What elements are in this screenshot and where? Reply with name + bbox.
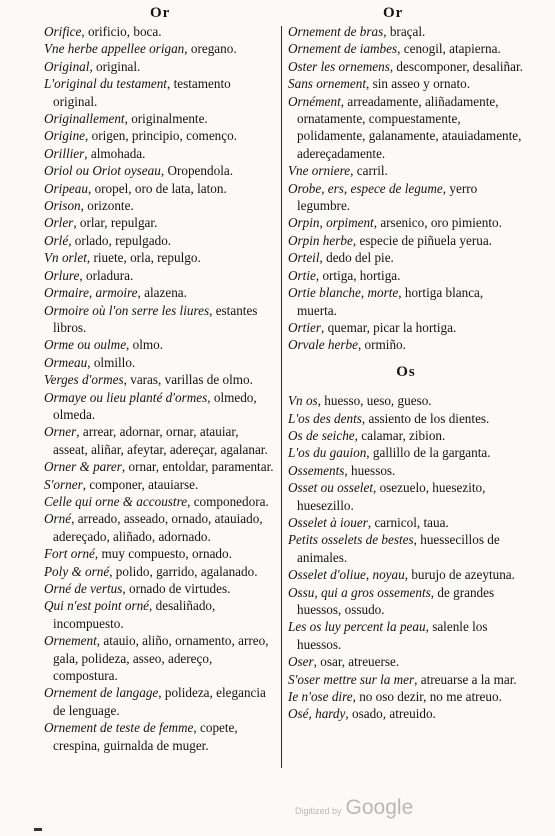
dictionary-entry <box>44 597 276 632</box>
entry-translation: , cenogil, atapierna. <box>397 41 501 57</box>
entry-translation: , desaliñado, incompuesto. <box>53 598 216 631</box>
dictionary-entry <box>288 162 524 179</box>
entry-translation: , arrear, adornar, ornar, atauiar, asseat, aliñar, afeytar, adereçar, agalanar. <box>53 424 268 457</box>
entry-headword: L'os des dents <box>288 410 362 426</box>
entry-headword: Ossements <box>288 462 345 478</box>
entry-headword: Ormoire où l'on serre les liures <box>44 302 210 318</box>
entry-translation: , orladura. <box>79 267 134 283</box>
dictionary-entry <box>288 514 524 531</box>
entry-headword: Original <box>44 58 90 74</box>
dictionary-entry <box>288 75 524 92</box>
entry-translation: , carnicol, taua. <box>367 514 449 530</box>
dictionary-entry <box>44 197 276 214</box>
entry-headword: L'original du testament <box>44 76 167 92</box>
entry-headword: Ormaye ou lieu planté d'ormes <box>44 389 208 405</box>
right-column <box>288 23 524 723</box>
dictionary-entry <box>44 267 276 284</box>
dictionary-entry <box>288 180 524 215</box>
dictionary-entry <box>288 566 524 583</box>
dictionary-entry <box>288 319 524 336</box>
entry-translation: , ormiño. <box>357 337 406 353</box>
dictionary-entry <box>288 688 524 705</box>
entry-headword: Orme ou oulme <box>44 337 127 353</box>
watermark-prefix: Digitized by <box>295 806 342 816</box>
entry-translation: , no oso dezir, no me atreuo. <box>352 689 502 705</box>
dictionary-entry <box>288 267 524 284</box>
entry-translation: , varas, varillas de olmo. <box>123 372 253 388</box>
entry-headword: Oripeau <box>44 180 88 196</box>
entry-translation: , olmedo, olmeda. <box>53 389 257 422</box>
entry-headword: Ornement de iambes <box>288 41 398 57</box>
entry-headword: Osselet à iouer <box>288 514 368 530</box>
entry-headword: Orné de vertus <box>44 581 123 596</box>
entry-translation: , polido, garrido, agalanado. <box>109 563 258 579</box>
entry-headword: Vn orlet <box>44 250 87 266</box>
entry-translation: , arreado, asseado, ornado, atauiado, adereçado, aliñado, adornado. <box>53 511 263 544</box>
entry-headword: Os de seiche <box>288 427 355 443</box>
dictionary-entry <box>288 336 524 353</box>
entry-headword: Ortie blanche, morte <box>288 285 399 301</box>
entry-translation: , componedora. <box>187 493 269 509</box>
dictionary-entry <box>44 389 276 424</box>
entry-translation: , Oropendola. <box>160 163 234 179</box>
entry-headword: Orobe, ers, espece de legume <box>288 180 443 196</box>
dictionary-entry <box>44 214 276 231</box>
entry-headword: Ornement <box>44 633 97 649</box>
entry-translation: , olmillo. <box>87 354 136 370</box>
entry-translation: , ornar, entoldar, paramentar. <box>121 459 274 475</box>
dictionary-entry <box>288 671 524 688</box>
entry-translation: , salenle los huessos. <box>297 619 488 652</box>
dictionary-entry <box>288 58 524 75</box>
dictionary-entry <box>288 705 524 722</box>
digitized-watermark <box>295 796 413 820</box>
dictionary-entry <box>44 284 276 301</box>
dictionary-entry <box>44 493 276 510</box>
entry-translation: , sin asseo y ornato. <box>366 76 471 92</box>
dictionary-entry <box>288 392 524 409</box>
entry-translation: , especie de piñuela yerua. <box>352 232 492 248</box>
entry-headword: Ie n'ose dire <box>288 689 353 705</box>
entry-translation: , descomponer, desaliñar. <box>389 58 523 74</box>
dictionary-entry <box>44 75 276 110</box>
entry-translation: , testamento original. <box>53 76 231 109</box>
dictionary-entry <box>288 618 524 653</box>
entry-headword: Ormeau <box>44 354 88 370</box>
dictionary-entry <box>44 40 276 57</box>
entry-headword: Poly & orné <box>44 563 110 579</box>
entry-translation: , arsenico, oro pimiento. <box>373 215 502 231</box>
dictionary-entry <box>288 427 524 444</box>
entry-headword: Qui n'est point orné <box>44 598 150 614</box>
entry-headword: Ornément <box>288 93 341 109</box>
entry-translation: , osezuelo, huesezito, huesezillo. <box>297 480 486 513</box>
entry-headword: Origine <box>44 128 86 144</box>
entry-translation: , carril. <box>350 163 388 179</box>
entry-translation: , arreadamente, aliñadamente, ornatamente, compuestamente, polidamente, galanamente, atauiadamente, adereçadamente. <box>297 93 522 161</box>
section-heading-os: Os <box>396 363 416 380</box>
entry-headword: Orlure <box>44 267 80 283</box>
dictionary-entry <box>288 232 524 249</box>
entry-headword: Petits osselets de bestes <box>288 532 414 548</box>
entry-translation: , braçal. <box>383 24 426 39</box>
entry-headword: Orifice <box>44 24 82 39</box>
dictionary-entry <box>44 354 276 371</box>
entry-translation: , yerro legumbre. <box>297 180 478 214</box>
entry-translation: , quemar, picar la hortiga. <box>320 319 457 335</box>
left-column <box>44 23 276 754</box>
entry-translation: , huessos. <box>344 462 396 478</box>
dictionary-entry <box>288 214 524 231</box>
entry-headword: Ornement de langage <box>44 685 159 701</box>
entry-headword: Orvale herbe <box>288 337 358 353</box>
dictionary-entry <box>44 162 276 179</box>
running-header-right: Or <box>383 5 404 21</box>
entry-headword: Osset ou osselet <box>288 480 373 496</box>
entry-translation: , alazena. <box>137 285 187 301</box>
dictionary-entry <box>44 684 276 719</box>
entry-headword: Orlé <box>44 232 69 248</box>
dictionary-entry <box>288 584 524 619</box>
page-corner-mark <box>34 828 42 831</box>
dictionary-entry <box>288 444 524 461</box>
entry-headword: Orpin, orpiment <box>288 215 374 231</box>
dictionary-entry <box>44 476 276 493</box>
entry-headword: Ortie <box>288 267 316 283</box>
entry-translation: , olmo. <box>126 337 164 353</box>
entry-headword: Sans ornement <box>288 76 367 92</box>
entry-headword: Orison <box>44 198 81 214</box>
entry-headword: Osselet d'oliue, noyau <box>288 567 405 583</box>
entry-translation: , polideza, elegancia de lenguage. <box>53 685 266 718</box>
entry-translation: , hortiga blanca, muerta. <box>297 285 484 318</box>
entry-headword: Celle qui orne & accoustre <box>44 493 188 509</box>
entry-translation: , originalmente. <box>124 111 208 127</box>
dictionary-entry <box>288 653 524 670</box>
entry-headword: L'os du gauion <box>288 445 367 461</box>
dictionary-entry <box>44 180 276 197</box>
entry-translation: , almohada. <box>84 145 146 161</box>
google-logo-text: Google <box>345 796 414 819</box>
entry-translation: , oropel, oro de lata, laton. <box>87 180 227 196</box>
entry-headword: Fort orné <box>44 546 95 562</box>
entry-headword: Ormaire, armoire <box>44 285 138 301</box>
entry-translation: , de grandes huessos, ossudo. <box>297 584 495 617</box>
entry-translation: , oregano. <box>184 41 237 57</box>
entry-translation: , orlado, repulgado. <box>68 232 172 248</box>
entry-headword: Oster les ornemens <box>288 58 390 74</box>
entry-headword: Orpin herbe <box>288 232 353 248</box>
entry-translation: , dedo del pie. <box>319 250 394 266</box>
entry-translation: , origen, principio, començo. <box>85 128 238 144</box>
entry-headword: Vne herbe appellee origan <box>44 41 185 57</box>
entry-translation: , orificio, boca. <box>81 24 162 39</box>
right-column-os-entries <box>288 392 524 723</box>
dictionary-entry <box>288 531 524 566</box>
entry-headword: Ornement de teste de femme <box>44 720 194 736</box>
entry-headword: Orteil <box>288 250 320 266</box>
entry-headword: Verges d'ormes <box>44 372 124 388</box>
dictionary-entry <box>44 580 276 597</box>
entry-headword: Osé, hardy <box>288 706 346 722</box>
entry-headword: Oriol ou Oriot oyseau <box>44 163 161 179</box>
entry-headword: Les os luy percent la peau <box>288 619 426 635</box>
entry-headword: Ossu, qui a gros ossements <box>288 584 431 600</box>
dictionary-entry <box>288 93 524 163</box>
dictionary-entry <box>44 632 276 684</box>
dictionary-entry <box>288 40 524 57</box>
dictionary-entry <box>44 23 276 40</box>
entry-translation: , orlar, repulgar. <box>73 215 158 231</box>
dictionary-entry <box>288 479 524 514</box>
dictionary-entry <box>44 510 276 545</box>
entry-translation: , ornado de virtudes. <box>122 581 231 596</box>
entry-headword: S'oser mettre sur la mer <box>288 671 415 687</box>
entry-headword: S'orner <box>44 476 83 492</box>
entry-headword: Orner & parer <box>44 459 122 475</box>
dictionary-entry <box>44 719 276 754</box>
dictionary-entry <box>288 23 524 40</box>
entry-headword: Vn os <box>288 393 318 409</box>
entry-headword: Orné <box>44 511 72 527</box>
dictionary-entry <box>44 127 276 144</box>
dictionary-entry <box>44 423 276 458</box>
dictionary-entry <box>44 110 276 127</box>
dictionary-entry <box>288 249 524 266</box>
entry-translation: , muy compuesto, ornado. <box>94 546 232 562</box>
entry-translation: , componer, atauiarse. <box>82 476 199 492</box>
dictionary-entry <box>44 545 276 562</box>
dictionary-entry <box>44 336 276 353</box>
entry-translation: , osar, atreuerse. <box>313 654 400 670</box>
entry-headword: Orner <box>44 424 77 440</box>
entry-headword: Originallement <box>44 111 125 127</box>
right-column-or-entries <box>288 23 524 354</box>
entry-headword: Orler <box>44 215 74 231</box>
entry-translation: , atreuarse a la mar. <box>414 671 517 687</box>
entry-headword: Ortier <box>288 319 321 335</box>
entry-headword: Oser <box>288 654 314 670</box>
entry-translation: , calamar, zibion. <box>354 427 446 443</box>
dictionary-entry <box>44 249 276 266</box>
entry-translation: , copete, crespina, guirnalda de muger. <box>53 720 238 753</box>
entry-translation: , estantes libros. <box>53 302 258 335</box>
dictionary-entry <box>44 58 276 75</box>
dictionary-entry <box>288 284 524 319</box>
entry-headword: Vne orniere <box>288 163 351 179</box>
entry-translation: , assiento de los dientes. <box>361 410 490 426</box>
dictionary-entry <box>44 458 276 475</box>
dictionary-entry <box>44 145 276 162</box>
dictionary-entry <box>44 302 276 337</box>
entry-headword: Orillier <box>44 145 85 161</box>
entry-translation: , atauio, aliño, ornamento, arreo, gala, polideza, asseo, adereço, compostura. <box>53 633 269 684</box>
entry-translation: , gallillo de la garganta. <box>366 445 491 461</box>
dictionary-entry <box>288 410 524 427</box>
entry-translation: , original. <box>89 58 141 74</box>
dictionary-entry <box>44 563 276 580</box>
entry-translation: , ortiga, hortiga. <box>315 267 401 283</box>
entry-headword: Ornement de bras <box>288 24 384 39</box>
entry-translation: , orizonte. <box>80 198 134 214</box>
running-header-left: Or <box>150 5 171 21</box>
column-divider <box>281 26 282 768</box>
entry-translation: , riuete, orla, repulgo. <box>86 250 201 266</box>
entry-translation: , burujo de azeytuna. <box>404 567 515 583</box>
dictionary-entry <box>288 462 524 479</box>
entry-translation: , osado, atreuido. <box>345 706 436 722</box>
dictionary-entry <box>44 371 276 388</box>
entry-translation: , huesso, ueso, gueso. <box>317 393 432 409</box>
dictionary-entry <box>44 232 276 249</box>
entry-translation: , huessecillos de animales. <box>297 532 500 565</box>
